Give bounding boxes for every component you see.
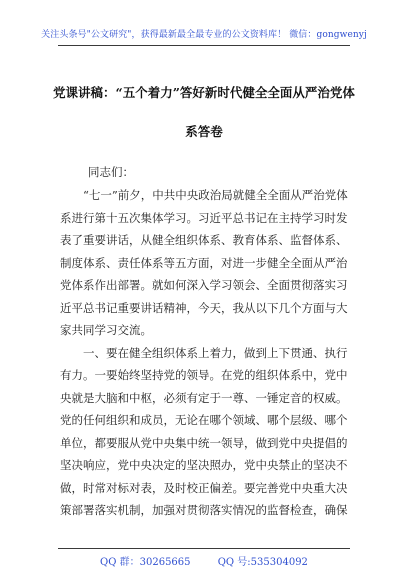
- body-line: 系进行第十五次集体学习。习近平总书记在主持学习时发: [60, 210, 348, 225]
- body-line: 近平总书记重要讲话精神，今天，我从以下几个方面与大: [60, 300, 348, 315]
- body-line: 党体系作出部署。就如何深入学习领会、全面贯彻落实习: [60, 278, 348, 292]
- body-line: 做，时常对标对表，及时校正偏差。要完善党中央重大决: [60, 480, 348, 495]
- body-line: 单位，都要服从党中央集中统一领导，做到党中央提倡的: [60, 435, 348, 450]
- body-line: 家共同学习交流。: [60, 323, 152, 337]
- body-line: 一、要在健全组织体系上着力，做到上下贯通、执行: [60, 345, 348, 360]
- body-line: 有力。一要始终坚持党的领导。在党的组织体系中，党中: [60, 368, 348, 382]
- body-line: 坚决响应，党中央决定的坚决照办，党中央禁止的坚决不: [60, 458, 348, 472]
- footer-divider: [58, 548, 350, 549]
- footer-qq-number: QQ 号:535304092: [217, 557, 308, 568]
- header-note: 关注头条号"公文研究"，获得最新最全最专业的公文资料库！ 微信：gongwenyj: [41, 30, 367, 40]
- document-body: [60, 184, 350, 522]
- body-line: 党的任何组织和成员，无论在哪个领域、哪个层级、哪个: [60, 413, 348, 427]
- body-line: 央就是大脑和中枢，必须有定于一尊、一锤定音的权威。: [60, 390, 348, 405]
- body-line: 制度体系、责任体系等五方面，对进一步健全全面从严治: [60, 255, 348, 270]
- document-title-line-2: 系答卷: [185, 124, 223, 139]
- body-line: 表了重要讲话，从健全组织体系、教育体系、监督体系、: [60, 233, 348, 247]
- greeting: 同志们：: [88, 165, 134, 179]
- body-line: 策部署落实机制，加强对贯彻落实情况的监督检查，确保: [60, 503, 348, 517]
- footer: [0, 553, 408, 568]
- header-divider: [58, 45, 350, 46]
- footer-qq-group: QQ 群：30265665: [100, 557, 191, 568]
- body-line: “七一”前夕，中共中央政治局就健全全面从严治党体: [60, 188, 348, 202]
- document-title-line-1: 党课讲稿：“五个着力”答好新时代健全全面从严治党体: [53, 85, 355, 100]
